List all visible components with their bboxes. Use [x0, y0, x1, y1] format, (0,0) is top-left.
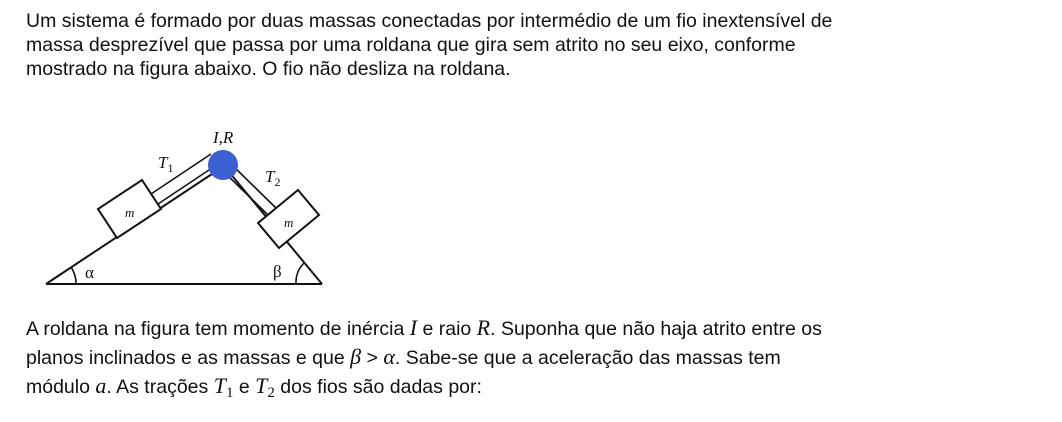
tension-t2-label	[265, 167, 280, 189]
symbol-T2	[255, 373, 275, 401]
right-mass-label: m	[284, 215, 294, 230]
angle-beta-arc	[296, 263, 304, 284]
q-line2-gt: >	[361, 347, 384, 369]
q-line2-a: planos inclinados e as massas e que	[26, 347, 351, 369]
symbol-T2-sub: 2	[267, 385, 275, 401]
q-line1-b: e raio	[417, 318, 477, 340]
angle-alpha-arc	[71, 267, 76, 284]
symbol-T1-base: T	[213, 373, 226, 398]
q-line2-b: . Sabe-se que a aceleração das massas tem	[394, 347, 781, 369]
tension-t1-base: T	[158, 153, 168, 172]
symbol-T1	[213, 373, 234, 401]
left-mass-label: m	[125, 205, 135, 220]
angle-beta-label: β	[273, 262, 282, 281]
intro-line-1: Um sistema é formado por duas massas conectadas por intermédio de um fio inextensível de	[26, 10, 833, 32]
q-line3-c: dos fios são dadas por:	[274, 376, 482, 398]
symbol-T2-base: T	[255, 373, 268, 398]
tension-t2-base: T	[265, 167, 275, 186]
problem-intro	[26, 9, 1046, 81]
tension-t1-label	[158, 153, 173, 175]
inclined-planes-figure	[40, 126, 340, 292]
angle-alpha-label: α	[85, 263, 94, 282]
tension-t2-sub: 2	[274, 175, 281, 189]
q-line3-a: módulo	[26, 376, 96, 398]
symbol-R: R	[476, 315, 491, 340]
q-line3-b: . As trações	[106, 376, 214, 398]
symbol-I: I	[409, 315, 418, 340]
q-line1-c: . Suponha que não haja atrito entre os	[490, 318, 822, 340]
pulley	[208, 150, 238, 180]
symbol-T1-sub: 1	[225, 385, 234, 401]
q-line3-e: e	[233, 376, 256, 398]
symbol-beta: β	[350, 344, 362, 369]
q-line1-a: A roldana na figura tem momento de inércia	[26, 318, 410, 340]
intro-line-2: massa desprezível que passa por uma roldana que gira sem atrito no seu eixo, conforme	[26, 34, 796, 56]
symbol-alpha: α	[383, 344, 395, 369]
pulley-label: I,R	[213, 128, 234, 147]
problem-question	[26, 314, 1046, 407]
intro-line-3: mostrado na figura abaixo. O fio não desliza na roldana.	[26, 58, 511, 80]
symbol-a: a	[95, 373, 107, 398]
tension-t1-sub: 1	[167, 161, 174, 175]
